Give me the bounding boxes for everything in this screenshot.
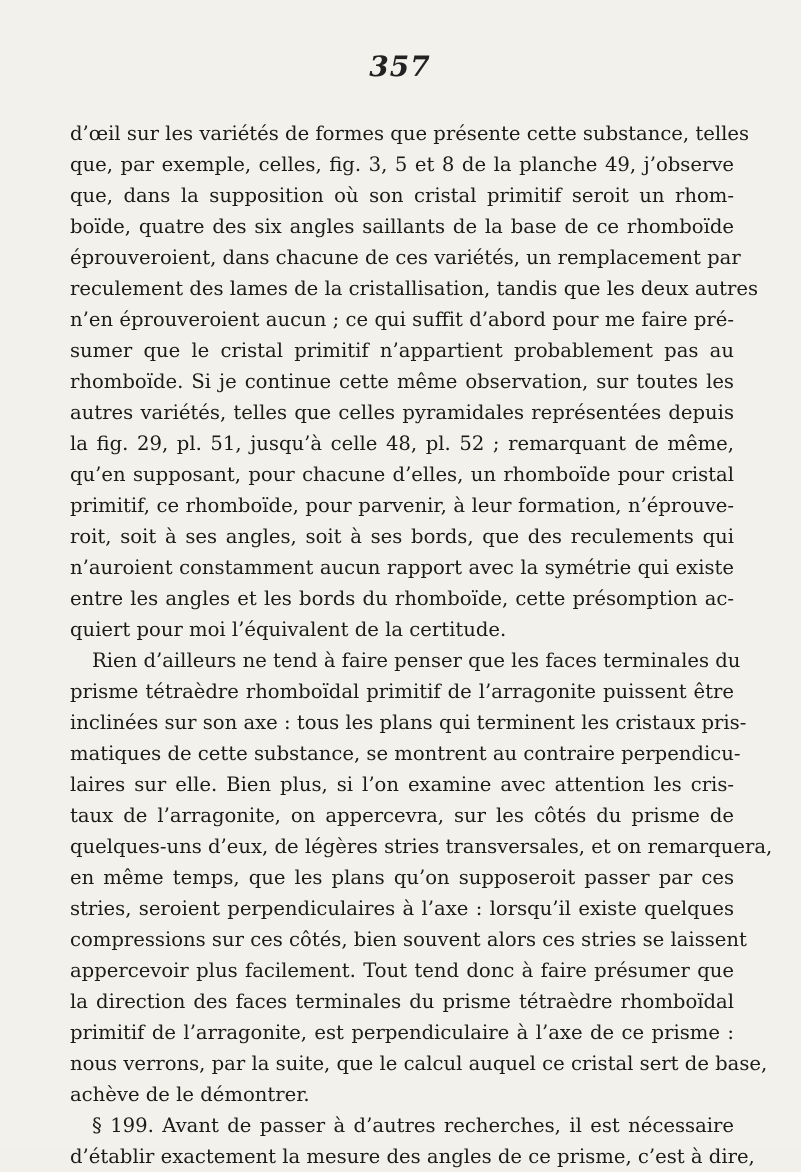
text-line: d’établir exactement la mesure des angles de ce prisme, c’est à dire,: [70, 1145, 755, 1168]
text-line: d’œil sur les variétés de formes que présente cette substance, telles: [70, 122, 750, 145]
text-line: inclinées sur son axe : tous les plans qui terminent les cristaux pris-: [70, 711, 747, 734]
paragraph-1: [70, 118, 759, 645]
text-line: n’en éprouveroient aucun ; ce qui suffit d’abord pour me faire pré-: [70, 308, 734, 331]
text-line: nous verrons, par la suite, que le calcul auquel ce cristal sert de base,: [70, 1052, 768, 1075]
paragraph-3: [70, 1110, 755, 1172]
text-line: rhomboïde. Si je continue cette même observation, sur toutes les: [70, 370, 734, 393]
text-line: qu’en supposant, pour chacune d’elles, un rhomboïde pour cristal: [70, 463, 734, 486]
text-line: achève de le démontrer.: [70, 1083, 310, 1106]
text-line: la fig. 29, pl. 51, jusqu’à celle 48, pl. 52 ; remarquant de même,: [70, 432, 734, 455]
text-line: reculement des lames de la cristallisation, tandis que les deux autres: [70, 277, 759, 300]
page-number: 357: [369, 50, 431, 83]
text-line: prisme tétraèdre rhomboïdal primitif de l’arragonite puissent être: [70, 680, 734, 703]
text-line: que, par exemple, celles, fig. 3, 5 et 8 de la planche 49, j’observe: [70, 153, 734, 176]
text-line: matiques de cette substance, se montrent au contraire perpendicu-: [70, 742, 741, 765]
text-line: § 199. Avant de passer à d’autres recherches, il est nécessaire: [92, 1114, 734, 1137]
text-line: entre les angles et les bords du rhomboïde, cette présomption ac-: [70, 587, 734, 610]
text-line: n’auroient constamment aucun rapport avec la symétrie qui existe: [70, 556, 734, 579]
text-line: la direction des faces terminales du prisme tétraèdre rhomboïdal: [70, 990, 734, 1013]
text-line: quelques-uns d’eux, de légères stries transversales, et on remarquera,: [70, 835, 773, 858]
text-line: roit, soit à ses angles, soit à ses bords, que des reculements qui: [70, 525, 734, 548]
paragraph-2: [70, 645, 773, 1110]
text-line: éprouveroient, dans chacune de ces variétés, un remplacement par: [70, 246, 741, 269]
text-line: primitif de l’arragonite, est perpendiculaire à l’axe de ce prisme :: [70, 1021, 734, 1044]
text-line: compressions sur ces côtés, bien souvent alors ces stries se laissent: [70, 928, 747, 951]
text-line: primitif, ce rhomboïde, pour parvenir, à leur formation, n’éprouve-: [70, 494, 734, 517]
text-line: que, dans la supposition où son cristal primitif seroit un rhom-: [70, 184, 734, 207]
text-line: laires sur elle. Bien plus, si l’on examine avec attention les cris-: [70, 773, 734, 796]
text-line: boïde, quatre des six angles saillants de la base de ce rhomboïde: [70, 215, 734, 238]
text-line: sumer que le cristal primitif n’appartient probablement pas au: [70, 339, 734, 362]
text-line: en même temps, que les plans qu’on supposeroit passer par ces: [70, 866, 734, 889]
text-line: quiert pour moi l’équivalent de la certitude.: [70, 618, 507, 641]
text-line: taux de l’arragonite, on appercevra, sur les côtés du prisme de: [70, 804, 734, 827]
text-line: stries, seroient perpendiculaires à l’axe : lorsqu’il existe quelques: [70, 897, 734, 920]
text-line: Rien d’ailleurs ne tend à faire penser que les faces terminales du: [92, 649, 741, 672]
text-block: [70, 118, 773, 1172]
text-line: autres variétés, telles que celles pyramidales représentées depuis: [70, 401, 734, 424]
text-line: appercevoir plus facilement. Tout tend donc à faire présumer que: [70, 959, 734, 982]
